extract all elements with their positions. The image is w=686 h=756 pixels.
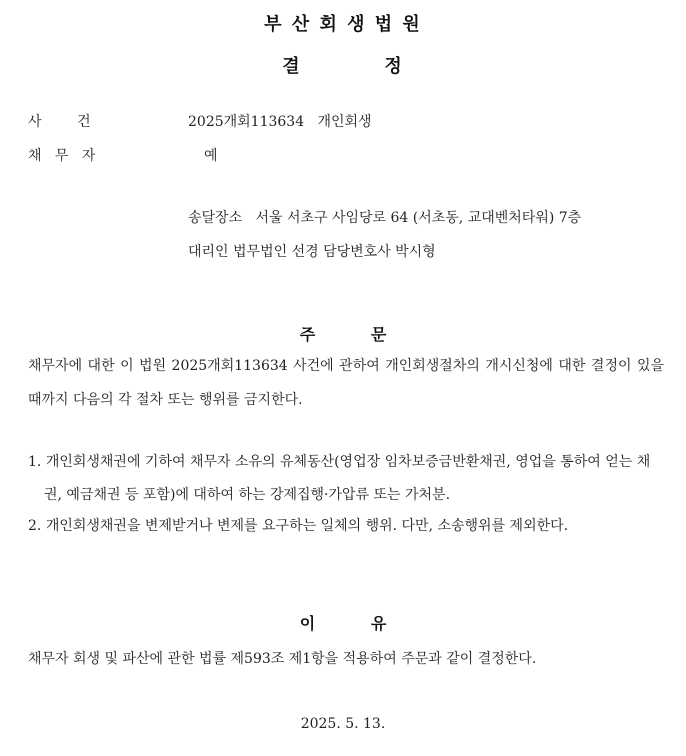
case-label: 사 건	[28, 114, 91, 130]
order-heading: 주 문	[299, 325, 387, 344]
list-item	[28, 446, 666, 512]
court-name: 부 산 회 생 법 원	[264, 14, 422, 35]
item-number: 1.	[28, 454, 46, 470]
reason-text: 채무자 회생 및 파산에 관한 법률 제593조 제1항을 적용하여 주문과 같이 결정한다.	[28, 651, 537, 667]
item-text: 개인회생채권에 기하여 채무자 소유의 유체동산(영업장 임차보증금반환채권, 영업을 통하여 얻는 채권, 예금채권 등 포함)에 대하여 하는 강제집행·가압류 또는 가처분.	[44, 454, 651, 503]
agent-attorney: 대리인 법무법인 선경 담당변호사 박시형	[188, 244, 436, 260]
decision-date: 2025. 5. 13.	[300, 716, 386, 732]
case-number: 2025개회113634 개인회생	[188, 114, 372, 130]
debtor-name: 예	[204, 148, 218, 164]
service-address: 송달장소 서울 서초구 사임당로 64 (서초동, 교대벤처타워) 7층	[188, 210, 582, 226]
debtor-label: 채 무 자	[28, 148, 96, 164]
document-type: 결 정	[282, 56, 404, 77]
item-text: 개인회생채권을 변제받거나 변제를 요구하는 일체의 행위. 다만, 소송행위를 제외한다.	[45, 518, 569, 534]
reason-heading: 이 유	[299, 614, 387, 633]
list-item	[28, 510, 666, 543]
item-number: 2.	[28, 518, 46, 534]
order-text: 채무자에 대한 이 법원 2025개회113634 사건에 관하여 개인회생절차의 개시신청에 대한 결정이 있을 때까지 다음의 각 절차 또는 행위를 금지한다.	[28, 358, 664, 408]
